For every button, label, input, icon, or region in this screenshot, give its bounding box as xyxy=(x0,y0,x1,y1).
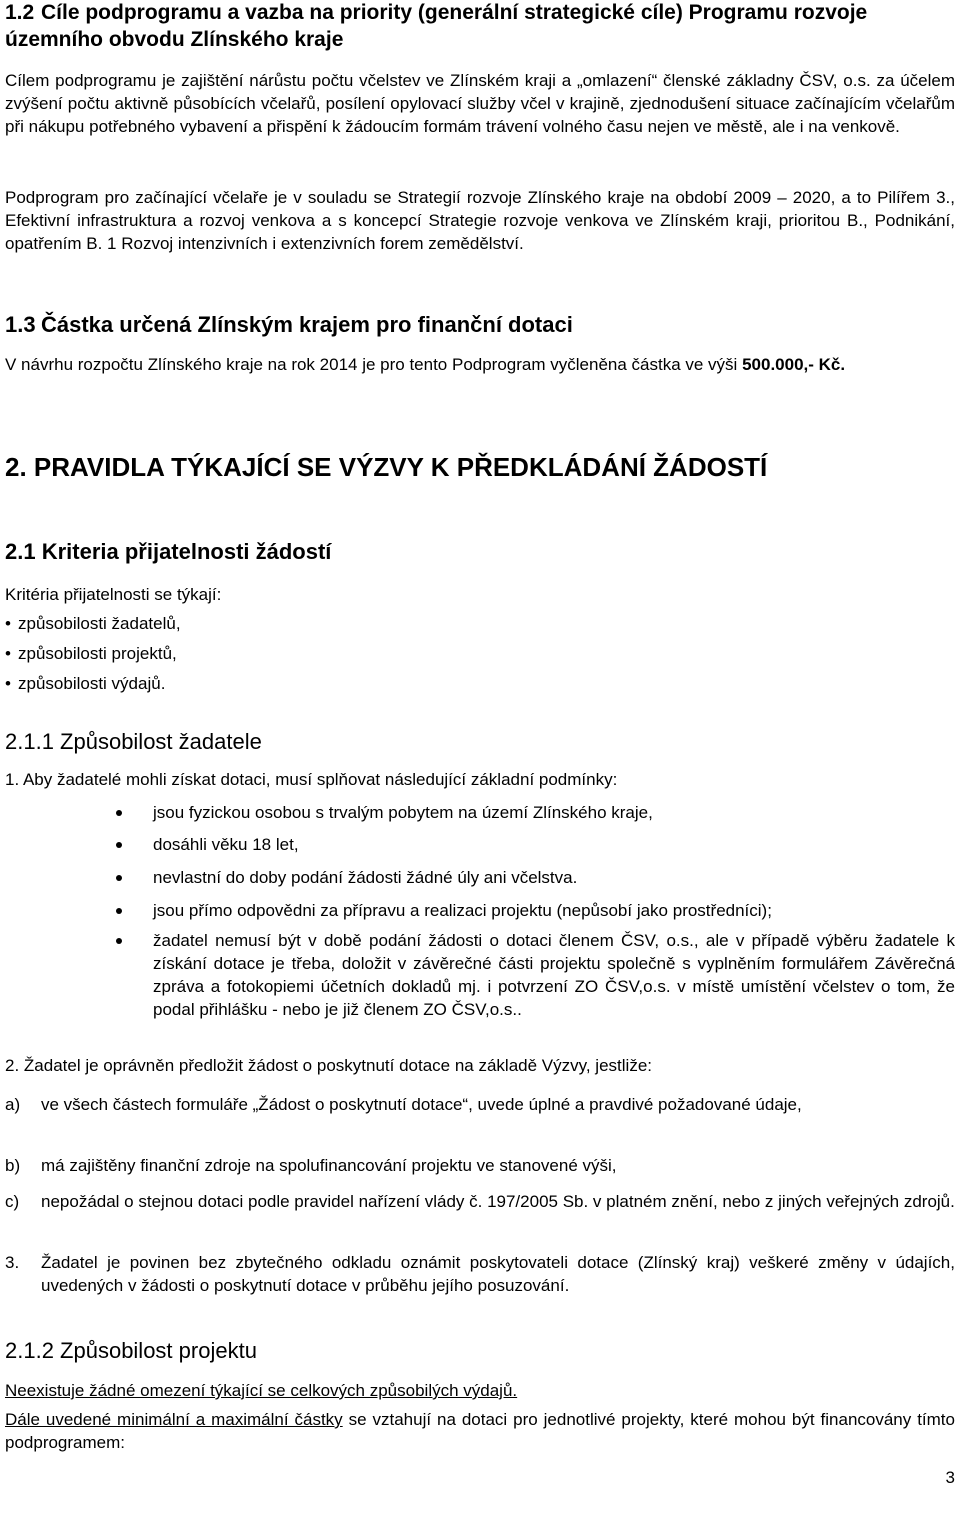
heading-2-1: 2.1 Kriteria přijatelnosti žádostí xyxy=(5,539,332,564)
budget-text: V návrhu rozpočtu Zlínského kraje na rok 2014 je pro tento Podprogram vyčleněna částka ve výši xyxy=(5,355,738,374)
list-item: žadatel nemusí být v době podání žádosti o dotaci členem ČSV, o.s., ale v případě výběru žadatele k získání dotace je třeba, doložit v závěrečné části projektu společně s vyplněním formulářem Závěrečná zpráva a fotokopiemi účetních dokladů mj. i potvrzení ZO ČSV,o.s. v místě umístění včelstev o tom, že podal přihlášku - nebo je již členem ZO ČSV,o.s.. xyxy=(5,929,955,1021)
paragraph-amounts xyxy=(5,1408,955,1454)
item-c xyxy=(5,1190,955,1213)
item-text: má zajištěny finanční zdroje na spolufinancování projektu ve stanovené výši, xyxy=(41,1156,617,1175)
paragraph-criteria-intro: Kritéria přijatelnosti se týkají: xyxy=(5,585,222,604)
list-item: jsou fyzickou osobou s trvalým pobytem na území Zlínského kraje, xyxy=(5,801,955,824)
criteria-list xyxy=(5,612,955,702)
item-text: ve všech částech formuláře „Žádost o poskytnutí dotace“, uvede úplné a pravdivé požadované údaje, xyxy=(41,1095,802,1114)
heading-text: Částka určená Zlínským krajem pro finanční dotaci xyxy=(41,312,573,337)
paragraph-strategy: Podprogram pro začínající včelaře je v souladu se Strategií rozvoje Zlínského kraje na období 2009 – 2020, a to Pilířem 3., Efektivní infrastruktura a rozvoj venkova a s koncepcí Strategie rozvoje venkova ve Zlínském kraji, prioritou B., Podnikání, opatřením B. 1 Rozvoj intenzivních i extenzivních forem zemědělství. xyxy=(5,188,955,253)
item-3 xyxy=(5,1251,955,1297)
list-item: • způsobilosti projektů, xyxy=(5,642,955,672)
heading-number: 1.3 xyxy=(5,312,36,337)
list-item: nevlastní do doby podání žádosti žádné úly ani včelstva. xyxy=(5,866,955,889)
budget-amount: 500.000,- Kč. xyxy=(742,355,846,374)
item-label: c) xyxy=(5,1192,20,1211)
item-text: Žadatel je povinen bez zbytečného odkladu oznámit poskytovateli dotace (Zlínský kraj) veškeré změny v údajích, uvedených v žádosti o poskytnutí dotace v průběhu jejího posuzování. xyxy=(41,1253,955,1295)
amounts-rest: se vztahují na dotaci pro jednotlivé projekty, které mohou být financovány tímto podprogramem: xyxy=(5,1410,955,1452)
amounts-underlined: Dále uvedené minimální a maximální částky xyxy=(5,1410,343,1429)
item-a xyxy=(5,1093,955,1116)
list-item: • způsobilosti žadatelů, xyxy=(5,612,955,642)
heading-1-3 xyxy=(5,311,955,339)
heading-number: 1.2 xyxy=(5,1,35,24)
heading-2: 2. PRAVIDLA TÝKAJÍCÍ SE VÝZVY K PŘEDKLÁDÁNÍ ŽÁDOSTÍ xyxy=(5,452,768,482)
item-b xyxy=(5,1154,955,1177)
heading-2-1-2: 2.1.2 Způsobilost projektu xyxy=(5,1338,257,1363)
heading-1-2 xyxy=(5,0,955,53)
paragraph-conditions-intro: 1. Aby žadatelé mohli získat dotaci, musí splňovat následující základní podmínky: xyxy=(5,770,618,789)
page-number: 3 xyxy=(945,1468,955,1487)
paragraph-eligibility-intro: 2. Žadatel je oprávněn předložit žádost o poskytnutí dotace na základě Výzvy, jestliže: xyxy=(5,1056,652,1075)
item-label: a) xyxy=(5,1095,21,1114)
item-text: nepožádal o stejnou dotaci podle pravidel nařízení vlády č. 197/2005 Sb. v platném znění, nebo z jiných veřejných zdrojů. xyxy=(41,1192,955,1211)
list-item: jsou přímo odpovědni za přípravu a realizaci projektu (nepůsobí jako prostředníci); xyxy=(5,899,955,922)
paragraph-no-limit: Neexistuje žádné omezení týkající se celkových způsobilých výdajů. xyxy=(5,1381,518,1400)
list-item: • způsobilosti výdajů. xyxy=(5,672,955,702)
item-label: 3. xyxy=(5,1253,20,1272)
heading-2-1-1: 2.1.1 Způsobilost žadatele xyxy=(5,729,262,754)
paragraph-budget xyxy=(5,353,955,376)
paragraph-goals: Cílem podprogramu je zajištění nárůstu počtu včelstev ve Zlínském kraji a „omlazení“ členské základny ČSV, o.s. za účelem zvýšení počtu aktivně působících včelařů, posílení opylovací služby včel v krajině, zjednodušení situace začínajícím včelařům při nákupu potřebného vybavení a přispění k žádoucím formám trávení volného času nejen ve městě, ale i na venkově. xyxy=(5,71,955,136)
list-item: dosáhli věku 18 let, xyxy=(5,833,955,856)
heading-text: Cíle podprogramu a vazba na priority (generální strategické cíle) Programu rozvoje územního obvodu Zlínského kraje xyxy=(5,1,868,51)
item-label: b) xyxy=(5,1156,21,1175)
